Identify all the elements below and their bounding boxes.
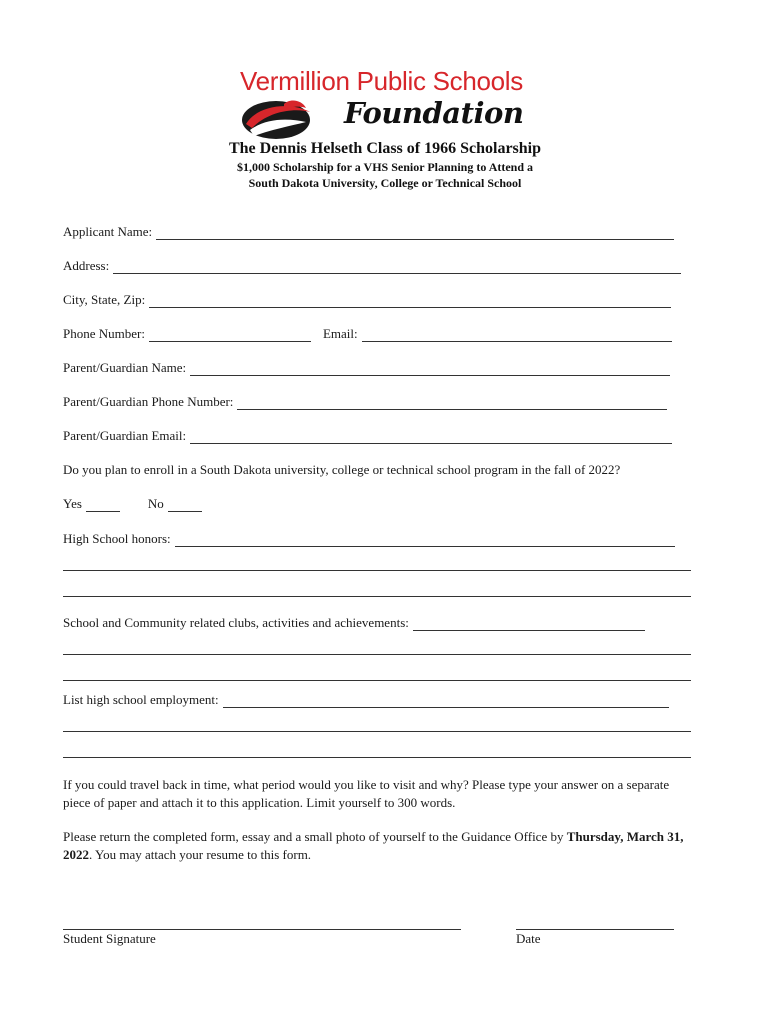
honors-extra-line[interactable] [63,570,691,571]
page-subtitle-line2: South Dakota University, College or Technical School [248,176,522,190]
phone-email-row [63,326,693,344]
honors-label: High School honors: [63,531,171,546]
address-row [63,258,693,276]
yes-field[interactable] [86,499,120,512]
email-field[interactable] [362,329,672,342]
date-label: Date [516,931,541,946]
applicant-name-label: Applicant Name: [63,224,153,239]
parent-name-field[interactable] [190,363,670,376]
clubs-row [63,615,693,633]
page-title: The Dennis Helseth Class of 1966 Scholarship [228,140,542,157]
applicant-name-field[interactable] [156,227,674,240]
employment-row [63,692,693,710]
honors-extra-line[interactable] [63,596,691,597]
yes-label: Yes [63,496,82,511]
parent-name-label: Parent/Guardian Name: [63,360,187,375]
cardinal-swoosh-icon [240,96,316,142]
return-instructions [63,828,693,864]
return-text-after: . You may attach your resume to this form. [89,847,312,862]
return-deadline: Thursday, March 31, 2022 [63,829,684,862]
employment-extra-line[interactable] [63,731,691,732]
clubs-field[interactable] [413,618,645,631]
parent-email-row [63,428,693,446]
no-field[interactable] [168,499,202,512]
employment-extra-line[interactable] [63,757,691,758]
logo-org-name: Vermillion Public Schools [240,66,523,96]
address-field[interactable] [113,261,681,274]
parent-phone-row [63,394,693,412]
parent-name-row [63,360,693,378]
logo-foundation-word: Foundation [344,96,524,130]
return-text-before: Please return the completed form, essay and a small photo of yourself to the Guidance Office by [63,829,567,844]
student-signature-label: Student Signature [63,931,156,946]
city-state-zip-label: City, State, Zip: [63,292,146,307]
phone-number-field[interactable] [149,329,311,342]
student-signature-line[interactable] [63,929,461,930]
enroll-question: Do you plan to enroll in a South Dakota university, college or technical school program in the fall of 2022? [63,462,621,477]
essay-prompt: If you could travel back in time, what period would you like to visit and why? Please type your answer on a separate piece of paper and attach it to this application. Limit yourself to 300 words. [63,777,670,810]
date-line[interactable] [516,929,674,930]
clubs-label: School and Community related clubs, activities and achievements: [63,615,409,630]
phone-number-label: Phone Number: [63,326,145,341]
parent-phone-field[interactable] [237,397,667,410]
yes-no-row [63,496,693,514]
honors-field[interactable] [175,534,675,547]
clubs-extra-line[interactable] [63,654,691,655]
address-label: Address: [63,258,110,273]
city-state-zip-row [63,292,693,310]
city-state-zip-field[interactable] [149,295,671,308]
employment-field[interactable] [223,695,669,708]
honors-row [63,531,693,549]
employment-label: List high school employment: [63,692,219,707]
clubs-extra-line[interactable] [63,680,691,681]
applicant-name-row [63,224,693,242]
parent-email-label: Parent/Guardian Email: [63,428,187,443]
parent-email-field[interactable] [190,431,672,444]
no-label: No [147,496,164,511]
email-label: Email: [322,326,358,341]
parent-phone-label: Parent/Guardian Phone Number: [63,394,234,409]
page-subtitle-line1: $1,000 Scholarship for a VHS Senior Planning to Attend a [236,160,534,174]
foundation-logo [240,66,540,142]
